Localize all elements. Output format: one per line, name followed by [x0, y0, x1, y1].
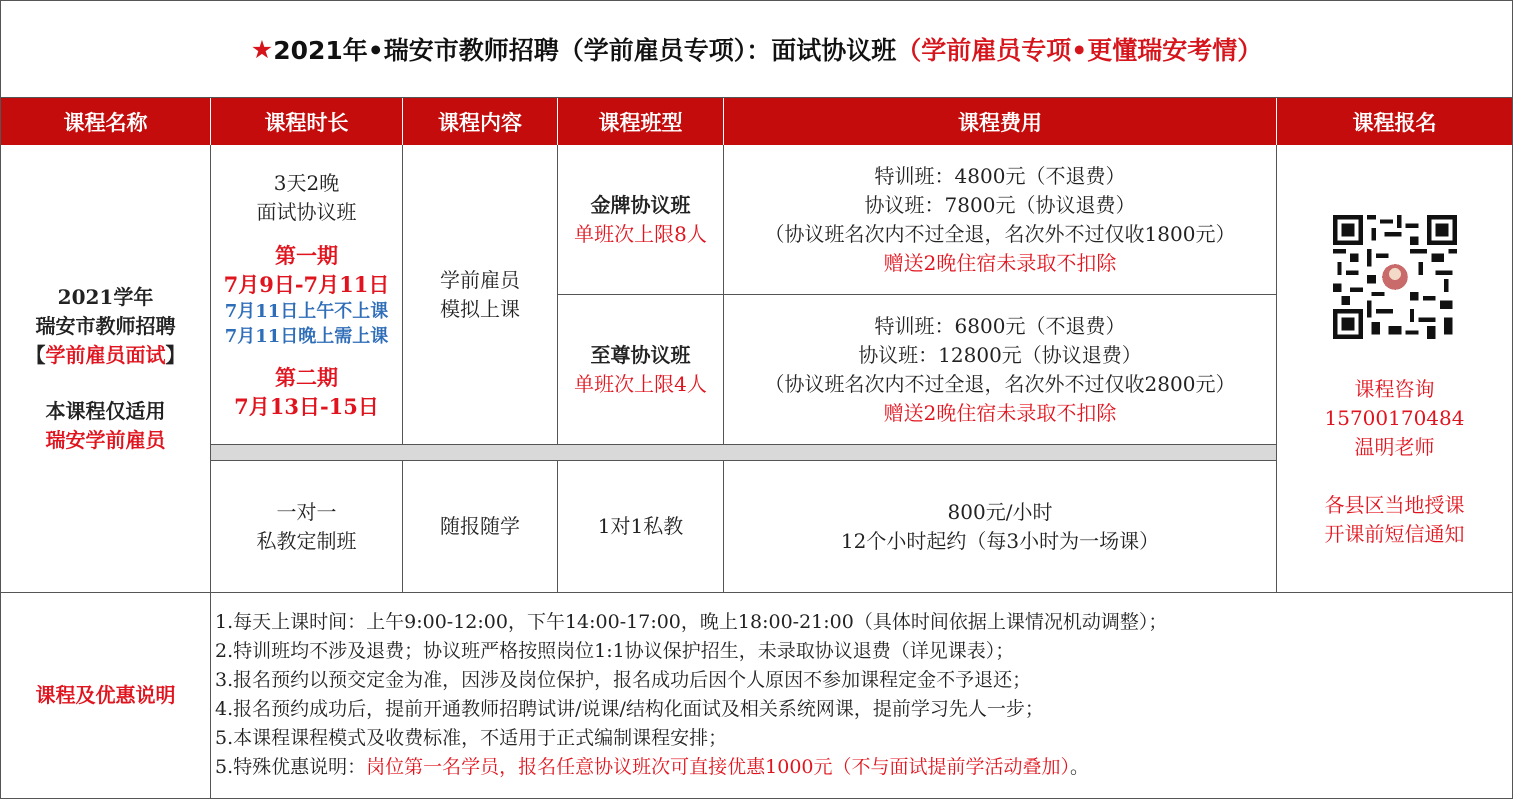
private-content: 随报随学 — [440, 514, 520, 538]
notes-item: 2.特训班均不涉及退费；协议班严格按照岗位1:1协议保护招生，未录取协议退费（详见课表）； — [215, 640, 1015, 662]
qr-code-icon[interactable] — [1333, 215, 1457, 339]
notes-item: 3.报名预约以预交定金为准，因涉及岗位保护，报名成功后因个人原因不参加课程定金不予退还； — [215, 669, 1032, 691]
signup-local2: 开课前短信通知 — [1324, 522, 1465, 546]
gold-fee-refund: （协议班名次内不过全退，名次外不过仅收1800元） — [764, 221, 1236, 246]
private-duration1: 一对一 — [276, 499, 337, 524]
gold-class-limit: 单班次上限8人 — [574, 221, 707, 246]
private-duration2: 私教定制班 — [256, 528, 357, 553]
supreme-class-cell — [558, 295, 724, 445]
course-year: 2021学年 — [57, 284, 154, 309]
header-course-name: 课程名称 — [0, 98, 211, 145]
notes-item-special: 5.特殊优惠说明：岗位第一名学员，报名任意协议班次可直接优惠1000元（不与面试提前学活动叠加）。 — [215, 756, 1090, 778]
supreme-class-name: 至尊协议班 — [590, 342, 691, 367]
private-fee-min: 12个小时起约（每3小时为一场课） — [840, 528, 1160, 553]
notes-item: 5.本课程课程模式及收费标准，不适用于正式编制课程安排； — [215, 727, 728, 749]
period2-label: 第二期 — [275, 364, 338, 390]
signup-teacher: 温明老师 — [1354, 435, 1435, 459]
signup-phone[interactable]: 15700170484 — [1324, 406, 1465, 430]
notes-item: 1.每天上课时间：上午9:00-12:00，下午14:00-17:00，晚上18:00-21:00（具体时间依据上课情况机动调整）； — [215, 611, 1168, 633]
separator-row — [211, 445, 1277, 461]
supreme-class-limit: 单班次上限4人 — [574, 371, 707, 396]
course-target: 瑞安学前雇员 — [45, 427, 166, 452]
period1-dates: 7月9日-7月11日 — [223, 271, 390, 297]
notes-item: 4.报名预约成功后，提前开通教师招聘试讲/说课/结构化面试及相关系统网课，提前学习先人一步； — [215, 698, 1044, 720]
supreme-fee-refund: （协议班名次内不过全退，名次外不过仅收2800元） — [764, 371, 1236, 396]
notes-label: 课程及优惠说明 — [35, 683, 176, 707]
period1-label: 第一期 — [275, 242, 338, 268]
duration-cell — [211, 145, 403, 445]
private-duration-cell — [211, 461, 403, 593]
period2-dates: 7月13日-15日 — [234, 393, 379, 419]
signup-local1: 各县区当地授课 — [1324, 493, 1465, 517]
period1-note2: 7月11日晚上需上课 — [224, 325, 389, 347]
star-icon: ★ — [250, 34, 274, 64]
content-cell — [403, 145, 558, 445]
header-class-type: 课程班型 — [558, 98, 724, 145]
supreme-fee-cell — [724, 295, 1277, 445]
course-applicable: 本课程仅适用 — [45, 398, 166, 423]
header-fee: 课程费用 — [724, 98, 1277, 145]
content-line1: 学前雇员 — [440, 267, 520, 292]
notes-label-cell — [0, 593, 211, 799]
header-content: 课程内容 — [403, 98, 558, 145]
course-name-cell — [0, 145, 211, 593]
title-highlight: （学前雇员专项•更懂瑞安考情） — [896, 36, 1263, 65]
private-type-cell — [558, 461, 724, 593]
gold-class-cell — [558, 145, 724, 295]
period1-note1: 7月11日上午不上课 — [224, 300, 389, 322]
gold-fee-gift: 赠送2晚住宿未录取不扣除 — [883, 250, 1117, 275]
supreme-fee-special: 特训班：6800元（不退费） — [874, 313, 1126, 338]
supreme-fee-agreement: 协议班：12800元（协议退费） — [858, 342, 1142, 367]
private-fee-cell — [724, 461, 1277, 593]
private-content-cell — [403, 461, 558, 593]
course-org: 瑞安市教师招聘 — [35, 313, 176, 338]
duration-class: 面试协议班 — [256, 199, 357, 224]
gold-fee-special: 特训班：4800元（不退费） — [874, 163, 1126, 188]
notes-list — [211, 593, 1513, 799]
header-duration: 课程时长 — [211, 98, 403, 145]
page-title — [0, 0, 1513, 98]
gold-fee-cell — [724, 145, 1277, 295]
private-fee-rate: 800元/小时 — [947, 499, 1053, 524]
gold-fee-agreement: 协议班：7800元（协议退费） — [864, 192, 1136, 217]
content-line2: 模拟上课 — [440, 296, 520, 321]
course-type: 【学前雇员面试】 — [25, 342, 186, 367]
header-signup: 课程报名 — [1277, 98, 1513, 145]
gold-class-name: 金牌协议班 — [590, 192, 691, 217]
duration-days: 3天2晚 — [273, 170, 340, 195]
private-type: 1对1私教 — [597, 514, 684, 538]
title-main: 2021年•瑞安市教师招聘（学前雇员专项）：面试协议班 — [273, 36, 897, 65]
signup-consult: 课程咨询 — [1354, 377, 1435, 401]
supreme-fee-gift: 赠送2晚住宿未录取不扣除 — [883, 400, 1117, 425]
signup-cell — [1277, 145, 1513, 593]
